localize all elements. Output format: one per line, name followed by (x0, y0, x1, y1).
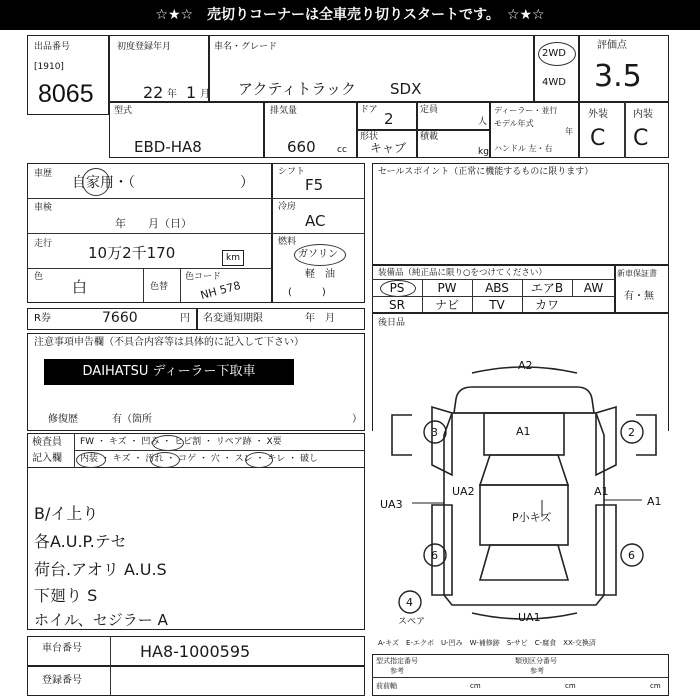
check-crack: ヒビ割 (174, 437, 202, 447)
model-name: アクティトラック (238, 80, 357, 98)
mark-a1-far: A1 (647, 495, 662, 508)
cm-unit-1: cm (470, 682, 481, 690)
handle-label: ハンドル 左・右 (494, 144, 553, 153)
shift-label: シフト (278, 167, 306, 177)
later-label: 後日品 (378, 318, 406, 328)
drive-4wd: 4WD (542, 77, 566, 88)
front-axle-label: 前前軸 (376, 682, 397, 690)
exterior-grade: C (590, 126, 606, 151)
check-x: X要 (266, 437, 282, 447)
equip-leather: カワ (534, 298, 559, 312)
divider (272, 198, 365, 199)
cm-unit-3: cm (650, 682, 661, 690)
check-tear: 破し (299, 454, 318, 464)
repair-close: ） (352, 414, 362, 425)
color-value: 白 (72, 278, 88, 296)
mark-a1-right: A1 (594, 485, 609, 498)
persons-unit: 人 (478, 117, 488, 127)
drive-2wd: 2WD (542, 48, 566, 59)
equip-aw: AW (583, 281, 604, 295)
history-value: 自家用・（ (72, 175, 135, 191)
equipment-label: 装備品（純正品に限り○をつけてください） (378, 268, 547, 278)
equip-abs: ABS (485, 281, 509, 295)
disp-value: 660 (287, 138, 316, 156)
load-label: 積載 (420, 132, 439, 142)
history-circle (82, 168, 110, 196)
month-unit: 月 (200, 89, 210, 100)
check-wear: スレ (234, 454, 253, 464)
first-reg-year: 22 (143, 83, 164, 102)
divider (372, 677, 669, 678)
check-row2: 内装 ・ キズ ・ 汚れ ・ コゲ ・ 穴 ・ スレ ・ キレ ・ 破し (80, 454, 318, 464)
eval-label: 評価点 (597, 40, 627, 51)
inspector-note-2: 各A.U.P.テセ (34, 532, 127, 551)
interior-grade: C (633, 126, 649, 151)
lot-number: 8065 (38, 80, 94, 108)
fuel-circle (294, 244, 346, 266)
check-repair: リペア跡 (215, 437, 252, 447)
history-label: 車歴 (34, 169, 53, 179)
shape-value: キャブ (370, 141, 407, 155)
disp-label: 排気量 (270, 106, 298, 116)
color-divider (143, 268, 144, 303)
mark-p: P小キズ (512, 511, 552, 524)
check-fw: FW (80, 437, 95, 447)
category-label: 類別区分番号 (515, 657, 557, 665)
chassis-label: 車台番号 (42, 643, 82, 654)
check-burn: コゲ (178, 454, 197, 464)
mark-6-right: 6 (628, 549, 635, 562)
color-code-divider (180, 268, 181, 303)
mark-3: 3 (431, 426, 438, 439)
check-dent: 凹み (141, 437, 160, 447)
km-unit: km (226, 253, 240, 263)
new-car-label: 新車保証書 (617, 269, 657, 278)
model-year-label: モデル年式 (494, 119, 534, 128)
interior-label: 内装 (633, 109, 653, 120)
circle-dirt (150, 452, 180, 468)
fuel-other: ( ) (288, 287, 326, 298)
color-change-label: 色替 (150, 282, 169, 292)
cm-unit-2: cm (565, 682, 576, 690)
cc-unit: cc (337, 145, 347, 155)
doors-value: 2 (384, 110, 394, 128)
divider (272, 233, 365, 234)
first-reg-label: 初度登録年月 (117, 42, 172, 52)
year-unit: 年 (167, 89, 177, 100)
equip-ps-circle (380, 280, 416, 297)
new-car-value: 有・無 (624, 291, 654, 302)
ac-value: AC (305, 212, 326, 230)
mileage-value: 10万2千170 (88, 244, 176, 262)
shift-value: F5 (305, 176, 324, 194)
drive-2wd-circle (538, 42, 576, 66)
mark-ua3: UA3 (380, 498, 403, 511)
check-interior: 内装 (80, 454, 99, 464)
mark-2: 2 (628, 426, 635, 439)
check-row1: FW ・ キズ ・ 凹み ・ ヒビ割 ・ リペア跡 ・ X要 (80, 437, 282, 447)
tax-unit: 年 月 (305, 313, 335, 324)
spare-label: スペア (398, 617, 426, 627)
dealer-tradein-badge: DAIHATSU ディーラー下取車 (44, 359, 294, 385)
inspector-note-3: 荷台.アオリ A.U.S (34, 560, 167, 579)
car-outline (392, 367, 656, 619)
mark-ua2: UA2 (452, 485, 475, 498)
model-year-unit: 年 (565, 127, 573, 136)
equip-airbag: エアB (530, 281, 564, 295)
mark-a1-roof: A1 (516, 425, 531, 438)
check-dirt: 汚れ (145, 454, 164, 464)
recycle-value: 7660 (102, 310, 138, 326)
equip-sr: SR (389, 298, 405, 312)
ref-label-1: 参考 (390, 667, 404, 675)
capacity-label: 定員 (420, 105, 439, 115)
notes-label: 注意事項申告欄（不具合内容等は具体的に記入して下さい） (34, 337, 304, 348)
check-scratch: キズ (108, 437, 127, 447)
sales-point-label: セールスポイント（正常に機能するものに限ります） (378, 167, 594, 177)
ac-label: 冷房 (278, 202, 297, 212)
car-damage-diagram (372, 355, 669, 630)
checker-label: 検査員 (32, 437, 62, 448)
ext-int-divider (624, 102, 626, 158)
inspector-note-4: 下廻り S (34, 586, 98, 605)
entry-label: 記入欄 (32, 453, 62, 464)
check-cut: キレ (267, 454, 286, 464)
mark-ua1: UA1 (518, 611, 541, 624)
model-name-label: 車名・グレード (214, 42, 278, 52)
color-code-label: 色コード (185, 272, 222, 282)
check-int-scratch: キズ (112, 454, 131, 464)
equip-navi: ナビ (434, 298, 459, 312)
type-label: 型式 (114, 106, 133, 116)
circle-interior (76, 452, 106, 468)
color-label: 色 (34, 272, 44, 282)
fuel-diesel: 軽 油 (305, 269, 335, 280)
divider (27, 268, 272, 269)
divider (27, 233, 272, 234)
first-reg-month: 1 (186, 83, 197, 102)
check-hole: 穴 (210, 454, 220, 464)
mark-6-left: 6 (431, 549, 438, 562)
fuel-gasoline: ガソリン (298, 249, 338, 260)
grade-value: SDX (390, 80, 422, 98)
legend: A-キズ E-エクボ U-凹み W-補修跡 S-サビ C-腐食 XX-交換済 (378, 639, 596, 647)
lot-sub: [1910] (34, 62, 64, 72)
shape-label: 形状 (360, 132, 379, 142)
recycle-label: R券 (34, 313, 51, 324)
exterior-label: 外装 (588, 109, 608, 120)
chassis-value: HA8-1000595 (140, 642, 251, 661)
doors-label: ドア (360, 105, 378, 115)
header-banner: ☆★☆ 売切りコーナーは全車売り切りスタートです。 ☆★☆ (0, 0, 700, 30)
inspection-label: 車検 (34, 203, 53, 213)
fuel-label: 燃料 (278, 237, 297, 247)
eval-score: 3.5 (594, 59, 642, 94)
equip-ps: PS (389, 281, 405, 295)
color-code-value: NH 578 (199, 278, 242, 303)
mark-4: 4 (406, 596, 413, 609)
dealer-label: ディーラー・並行 (494, 106, 558, 115)
divider (74, 450, 365, 451)
type-value: EBD-HA8 (134, 138, 202, 156)
reg-label: 登録番号 (42, 675, 82, 686)
damage-marks (380, 359, 662, 627)
tax-label: 名変通知期限 (203, 313, 263, 324)
inspection-value: 年 月（日） (115, 217, 192, 230)
kg-unit: kg (478, 147, 489, 157)
divider (372, 296, 615, 297)
circle-wear (245, 452, 273, 468)
inspector-note-5: ホイル、セジラー A (34, 611, 168, 629)
type-designation-label: 型式指定番号 (376, 657, 418, 665)
mark-a2: A2 (518, 359, 533, 372)
history-close: ） (240, 175, 254, 191)
sales-point-box (372, 163, 669, 265)
circle-dent (152, 435, 184, 451)
divider (372, 279, 615, 280)
repair-value: 有（箇所 (112, 414, 152, 425)
repair-label: 修復歴 (48, 414, 78, 425)
mileage-label: 走行 (34, 239, 53, 249)
ref-label-2: 参考 (530, 667, 544, 675)
yen-unit: 円 (180, 313, 190, 324)
inspector-note-1: B/イ上り (34, 504, 99, 523)
divider (27, 198, 272, 199)
equip-tv: TV (489, 298, 505, 312)
equip-pw: PW (437, 281, 457, 295)
lot-label: 出品番号 (34, 42, 71, 52)
